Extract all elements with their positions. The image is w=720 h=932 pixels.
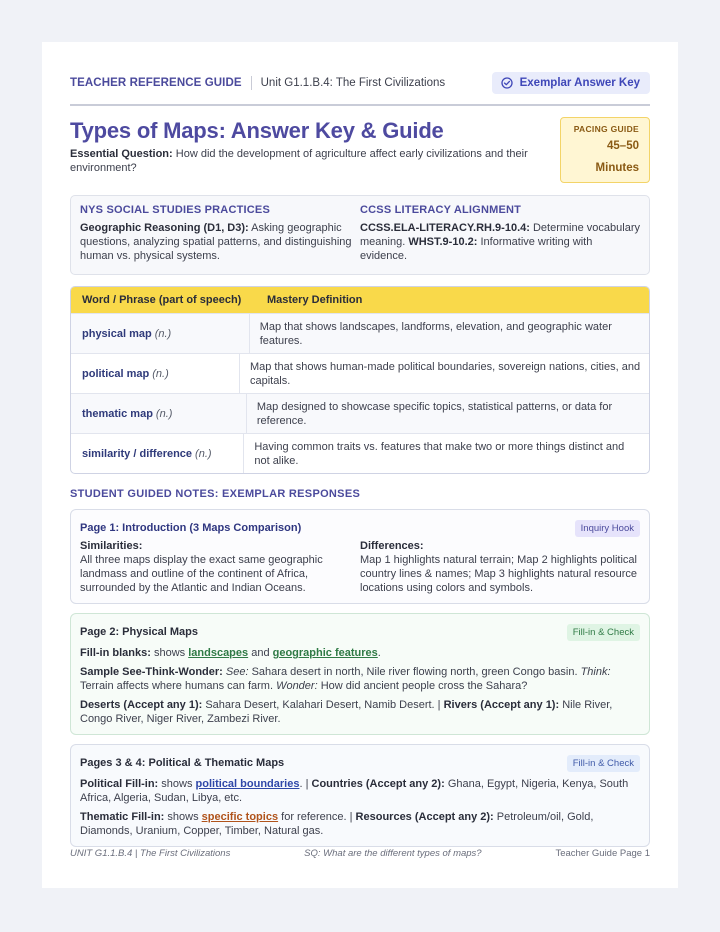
standards-practices bbox=[80, 204, 360, 266]
vocab-term-cell bbox=[71, 434, 244, 473]
similarities bbox=[80, 539, 360, 595]
page-header bbox=[70, 70, 650, 96]
fill-text: . bbox=[377, 647, 381, 659]
guide-label: TEACHER REFERENCE GUIDE bbox=[70, 77, 242, 89]
thematic-line bbox=[80, 810, 640, 838]
vocab-definition: Map that shows human-made political boundaries, sovereign nations, cities, and capitals. bbox=[249, 360, 641, 387]
standards-lead-2: WHST.9-10.2: bbox=[408, 236, 478, 248]
fill-text: . bbox=[299, 778, 303, 790]
standards-lead: CCSS.ELA-LITERACY.RH.9-10.4: bbox=[360, 222, 530, 234]
vocab-col-word: Word / Phrase (part of speech) bbox=[82, 294, 242, 306]
deserts-text: Sahara Desert, Kalahari Desert, Namib Desert. bbox=[205, 699, 435, 711]
fill-text: for reference. bbox=[281, 811, 347, 823]
card-title: Pages 3 & 4: Political & Thematic Maps bbox=[80, 757, 285, 769]
title-row bbox=[70, 118, 650, 183]
vocab-term: thematic map bbox=[82, 407, 153, 420]
think-label: Think: bbox=[580, 666, 611, 678]
fill-text: and bbox=[251, 647, 270, 659]
political-line bbox=[80, 777, 640, 805]
fill-text: shows bbox=[167, 811, 199, 823]
similarities-text: All three maps display the exact same geographic landmass and outline of the continent of Africa, surrounded by the Atlantic and Indian Oceans. bbox=[80, 554, 323, 594]
card-title: Page 2: Physical Maps bbox=[80, 626, 198, 638]
check-circle-icon bbox=[501, 77, 513, 89]
rivers-text: Nile River, Congo River, Niger River, Zambezi River. bbox=[80, 699, 613, 725]
vocab-definition: Map designed to showcase specific topics, statistical patterns, or data for reference. bbox=[256, 400, 613, 427]
think-text: Terrain affects where humans can farm. bbox=[80, 680, 273, 692]
differences-text: Map 1 highlights natural terrain; Map 2 highlights political country lines & names; Map 3 highlights natural resource locations using colors and symbols. bbox=[360, 554, 637, 594]
vocab-term-cell bbox=[71, 394, 247, 433]
separator: | bbox=[349, 811, 353, 823]
wonder-text: How did ancient people cross the Sahara? bbox=[320, 680, 528, 692]
vocab-definition: Having common traits vs. features that make two or more things distinct and not alike. bbox=[254, 440, 625, 467]
footer-unit: UNIT G1.1.B.4 | The First Civilizations bbox=[70, 848, 231, 859]
answer-political-boundaries: political boundaries bbox=[195, 778, 300, 790]
guide-page bbox=[42, 42, 678, 888]
essential-question bbox=[70, 147, 540, 175]
see-think-wonder-line bbox=[80, 665, 640, 693]
part-of-speech: (n.) bbox=[195, 447, 212, 460]
differences-label: Differences: bbox=[360, 540, 424, 552]
page-footer bbox=[70, 848, 650, 859]
wonder-label: Wonder: bbox=[276, 680, 318, 692]
deserts-rivers-line bbox=[80, 698, 640, 726]
card-header bbox=[80, 623, 640, 641]
stw-label: Sample See-Think-Wonder: bbox=[80, 666, 223, 678]
answer-geographic-features: geographic features bbox=[272, 647, 378, 659]
pacing-value: 45–50 bbox=[607, 140, 639, 152]
notes-card-pages-3-4 bbox=[70, 744, 650, 847]
deserts-label: Deserts (Accept any 1): bbox=[80, 699, 203, 711]
vocab-definition: Map that shows landscapes, landforms, elevation, and geographic water features. bbox=[259, 320, 612, 347]
resources-text: Petroleum/oil, Gold, Diamonds, Uranium, Copper, Timber, Natural gas. bbox=[80, 811, 594, 837]
thematic-label: Thematic Fill-in: bbox=[80, 811, 165, 823]
card-header bbox=[80, 754, 640, 772]
footer-sq: SQ: What are the different types of maps? bbox=[304, 848, 482, 859]
page-title: Types of Maps: Answer Key & Guide bbox=[70, 118, 444, 143]
similarities-label: Similarities: bbox=[80, 540, 143, 552]
separator: | bbox=[305, 778, 309, 790]
standards-box bbox=[70, 195, 650, 275]
footer-page: Teacher Guide Page 1 bbox=[555, 848, 650, 859]
fill-label: Fill-in blanks: bbox=[80, 647, 151, 659]
answer-key-badge bbox=[492, 72, 650, 94]
part-of-speech: (n.) bbox=[154, 327, 172, 340]
comparison-columns bbox=[80, 539, 640, 595]
fill-text: shows bbox=[153, 647, 186, 659]
pacing-unit: Minutes bbox=[595, 162, 639, 174]
table-row bbox=[71, 393, 649, 433]
notes-heading: STUDENT GUIDED NOTES: EXEMPLAR RESPONSES bbox=[70, 488, 361, 500]
standards-text bbox=[80, 221, 360, 263]
table-row bbox=[71, 353, 649, 393]
political-label: Political Fill-in: bbox=[80, 778, 159, 790]
part-of-speech: (n.) bbox=[155, 407, 173, 420]
vocab-term: similarity / difference bbox=[82, 447, 193, 460]
table-row bbox=[71, 433, 649, 473]
see-text: Sahara desert in north, Nile river flowing north, green Congo basin. bbox=[251, 666, 578, 678]
standards-body: Asking geographic questions, analyzing spatial patterns, and distinguishing human vs. physical systems. bbox=[80, 222, 352, 262]
rivers-label: Rivers (Accept any 1): bbox=[443, 699, 560, 711]
standards-body: Determine vocabulary meaning. bbox=[360, 222, 640, 248]
answer-specific-topics: specific topics bbox=[201, 811, 279, 823]
standards-body-2: Informative writing with evidence. bbox=[360, 236, 593, 262]
unit-label: Unit G1.1.B.4: The First Civilizations bbox=[260, 77, 446, 89]
vocab-col-definition: Mastery Definition bbox=[267, 294, 363, 306]
vocab-term: physical map bbox=[82, 327, 152, 340]
answer-landscapes: landscapes bbox=[188, 647, 249, 659]
separator: | bbox=[437, 699, 441, 711]
see-label: See: bbox=[225, 666, 249, 678]
pacing-label: PACING GUIDE bbox=[573, 124, 639, 134]
vocab-header-row bbox=[71, 287, 649, 313]
card-header bbox=[80, 519, 640, 537]
resources-label: Resources (Accept any 2): bbox=[355, 811, 494, 823]
vocab-body bbox=[71, 313, 649, 473]
eq-label: Essential Question: bbox=[70, 148, 173, 160]
fill-text: shows bbox=[161, 778, 193, 790]
standards-text bbox=[360, 221, 640, 263]
header-divider bbox=[251, 76, 252, 90]
vocab-term: political map bbox=[82, 367, 150, 380]
standards-lead: Geographic Reasoning (D1, D3): bbox=[80, 222, 249, 234]
part-of-speech: (n.) bbox=[152, 367, 169, 380]
notes-card-page-1 bbox=[70, 509, 650, 604]
countries-text: Ghana, Egypt, Nigeria, Kenya, South Africa, Algeria, Sudan, Libya, etc. bbox=[80, 778, 629, 804]
fill-in-check-tag: Fill-in & Check bbox=[567, 624, 640, 641]
header-rule bbox=[70, 104, 650, 106]
eq-text: How did the development of agriculture affect early civilizations and their environment? bbox=[70, 148, 528, 174]
vocab-term-cell bbox=[71, 314, 250, 353]
badge-label: Exemplar Answer Key bbox=[519, 77, 640, 89]
title-block bbox=[70, 118, 540, 183]
fill-in-line bbox=[80, 646, 640, 660]
header-left bbox=[70, 76, 445, 90]
pacing-guide-box bbox=[560, 117, 650, 183]
notes-card-page-2 bbox=[70, 613, 650, 735]
fill-in-check-tag: Fill-in & Check bbox=[567, 755, 640, 772]
differences bbox=[360, 539, 640, 595]
standards-literacy bbox=[360, 204, 640, 266]
card-title: Page 1: Introduction (3 Maps Comparison) bbox=[80, 522, 302, 534]
vocab-term-cell bbox=[71, 354, 240, 393]
countries-label: Countries (Accept any 2): bbox=[311, 778, 445, 790]
standards-heading: CCSS LITERACY ALIGNMENT bbox=[360, 204, 522, 216]
table-row bbox=[71, 313, 649, 353]
inquiry-hook-tag: Inquiry Hook bbox=[575, 520, 640, 537]
vocabulary-table bbox=[70, 286, 650, 474]
standards-heading: NYS SOCIAL STUDIES PRACTICES bbox=[80, 204, 270, 216]
